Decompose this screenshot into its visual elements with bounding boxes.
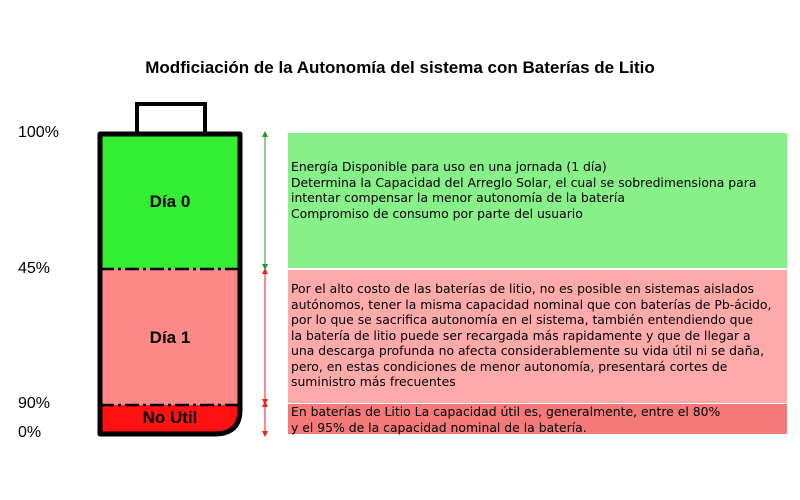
description-line: por lo que se sacrifica autonomía en el sistema, también entendiendo que <box>291 312 754 327</box>
scale-label-bottom: 0% <box>18 424 42 441</box>
description-day1 <box>288 270 787 403</box>
scale-label-top: 100% <box>18 124 59 141</box>
description-line: Energía Disponible para uso en una jornada (1 día) <box>291 159 607 174</box>
zone-label-day1: Día 1 <box>149 328 191 347</box>
description-line: autónomos, tener la misma capacidad nominal que con baterías de Pb-ácido, <box>291 296 772 312</box>
description-unusable <box>288 404 787 434</box>
description-line: suministro más frecuentes <box>291 374 456 389</box>
description-line: pero, en estas condiciones de menor autonomía, presentará cortes de <box>291 358 728 374</box>
description-line: una descarga profunda no afecta considerablemente su vida útil ni se daña, <box>291 343 765 358</box>
description-line: la batería de litio puede ser recargada más rapidamente y que de llegar a <box>291 327 751 343</box>
description-day0 <box>288 133 787 268</box>
description-line: Determina la Capacidad del Arreglo Solar, el cual se sobredimensiona para <box>291 174 757 190</box>
description-line: y el 95% de la capacidad nominal de la batería. <box>291 419 587 435</box>
zone-label-day0: Día 0 <box>149 192 191 211</box>
description-line: Por el alto costo de las baterías de litio, no es posible en sistemas aislados <box>291 281 755 296</box>
description-line: intentar compensar la menor autonomía de la batería <box>291 190 625 205</box>
battery-terminal <box>137 104 205 134</box>
description-line: En baterías de Litio La capacidad útil es, generalmente, entre el 80% <box>291 404 721 419</box>
zone-label-unusable: No Util <box>142 408 198 427</box>
scale-label-low: 90% <box>18 395 51 412</box>
scale-label-mid: 45% <box>18 260 51 277</box>
diagram-title: Modficiación de la Autonomía del sistema con Baterías de Litio <box>145 58 655 77</box>
description-line: Compromiso de consumo por parte del usuario <box>291 205 583 221</box>
